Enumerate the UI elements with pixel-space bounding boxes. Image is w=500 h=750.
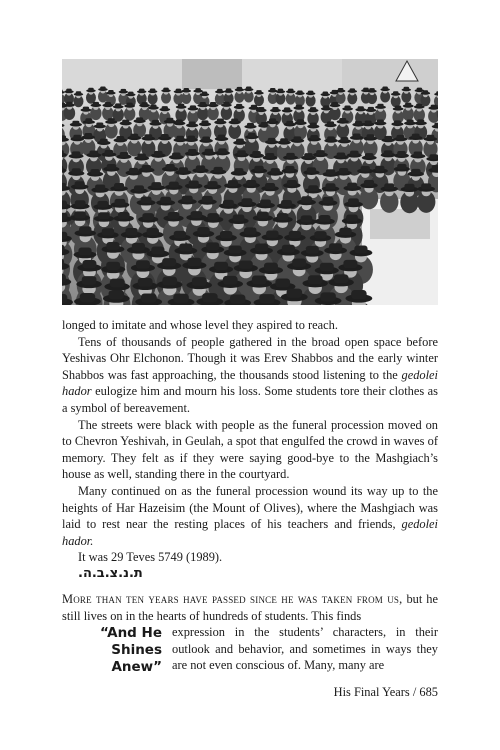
paragraph: Many continued on as the funeral procession wound its way up to the heights of Har Hazeisim (the Mount of Olives), where the Mashgiach was laid to rest near the resting places of his teachers and friends, gedolei hador. <box>62 483 438 548</box>
paragraph: More than ten years have passed since he was taken from us, but he still lives on in the hearts of hundreds of students. This finds “And He Shines Anew” expression in the students’ characters, in their outlook and behavior, and sometimes in ways they are not even conscious of. Many, many are <box>62 592 439 676</box>
body-text <box>62 317 438 583</box>
crowd-photo-graphic <box>62 59 438 305</box>
side-heading <box>62 625 162 676</box>
side-heading-line: Shines Anew” <box>111 642 162 676</box>
crowd-photo <box>62 59 438 305</box>
section-text <box>62 591 438 676</box>
running-head: His Final Years <box>333 685 410 699</box>
paragraph: Tens of thousands of people gathered in the broad open space before Yeshivas Ohr Elchonon. Though it was Erev Shabbos and the early winter Shabbos was fast approaching, the thousands stood listening to the gedolei hador eulogize him and mourn his loss. Some students tore their clothes as a symbol of bereavement. <box>62 334 438 415</box>
lead-in: More than ten years have passed since he was taken from us, <box>62 592 403 606</box>
side-heading-line: “And He <box>99 625 162 642</box>
page-footer <box>334 685 438 700</box>
page-number: 685 <box>419 685 438 699</box>
separator: / <box>412 685 417 699</box>
paragraph: The streets were black with people as the funeral procession moved on to Chevron Yeshivah, in Geulah, a spot that engulfed the crowd in waves of memory. They felt as if they were saying good-bye to the Mashgiach’s house as well, standing there in the courtyard. <box>62 417 438 482</box>
paragraph: longed to imitate and whose level they aspired to reach. <box>62 318 338 332</box>
hebrew-abbreviation: ת.נ.צ.ב.ה. <box>78 565 143 581</box>
paragraph: It was 29 Teves 5749 (1989). <box>78 550 223 565</box>
